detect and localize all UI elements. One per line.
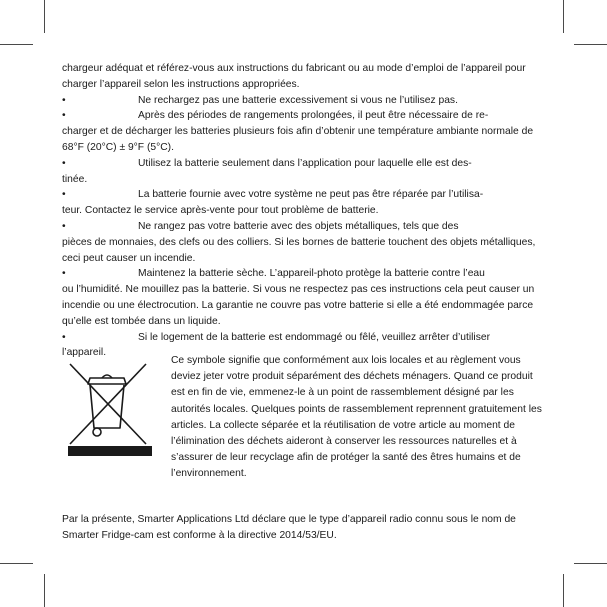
bullet: • (62, 220, 66, 232)
crop-mark-top-right-v (563, 0, 564, 33)
list-item: • Utilisez la batterie seulement dans l’application pour laquelle elle est des- tinée. (62, 157, 472, 185)
list-item: • Si le logement de la batterie est endommagé ou fêlé, veuillez arrêter d’utiliser l’appareil. (62, 331, 490, 359)
crop-mark-bottom-left-v (44, 574, 45, 607)
crop-mark-top-right-h (574, 44, 607, 45)
crop-mark-bottom-right-v (563, 574, 564, 607)
crop-mark-bottom-left-h (0, 563, 33, 564)
bullet: • (62, 157, 66, 169)
list-item: • Ne rechargez pas une batterie excessivement si vous ne l’utilisez pas. (62, 93, 546, 109)
battery-instructions (62, 61, 546, 361)
bullet: • (62, 268, 66, 280)
bullet: • (62, 331, 66, 343)
bullet: • (62, 94, 66, 106)
bullet: • (62, 110, 66, 122)
list-item: • La batterie fournie avec votre système ne peut pas être réparée par l’utilisa- teur. Contactez le service après-vente pour tout problème de batterie. (62, 189, 484, 217)
crop-mark-top-left-v (44, 0, 45, 33)
weee-disposal-text: Ce symbole signifie que conformément aux lois locales et au règlement vous deviez jeter votre produit séparément des déchets ménagers. Quand ce produit est en fin de vie, emmenez-le à un point de rassemblement désigné par les autorités locales. Quelques points de rassemblement reprennent gratuitement les articles. La collecte séparée et la réutilisation de votre article au moment de l’élimination des déchets aideront à conserver les ressources naturelles et à s’assurer de leur recyclage afin de protéger la santé des êtres humains et de l’environnement. (171, 355, 542, 480)
conformity-declaration: Par la présente, Smarter Applications Ltd déclare que le type d’appareil radio connu sous le nom de Smarter Fridge-cam est conforme à la directive 2014/53/EU. (62, 514, 516, 542)
crop-mark-bottom-right-h (574, 563, 607, 564)
list-item: • Ne rangez pas votre batterie avec des objets métalliques, tels que des pièces de monnaies, des clefs ou des colliers. Si les bornes de batterie touchent des objets métalliques, ceci peut causer un incendie. (62, 220, 536, 264)
list-item: • Maintenez la batterie sèche. L’appareil-photo protège la batterie contre l’eau ou l’humidité. Ne mouillez pas la batterie. Si vous ne respectez pas ces instructions cela peut causer un incendie ou une électrocution. La garantie ne couvre pas votre batterie si elle a été endommagée parce qu’elle est tombée dans un liquide. (62, 268, 535, 327)
list-item: • Après des périodes de rangements prolongées, il peut être nécessaire de re- charger et de décharger les batteries plusieurs fois afin d’obtenir une température ambiante normale de 68°F (20°C) ± 9°F (5°C). (62, 110, 534, 153)
crossed-out-wheelie-bin-icon (62, 358, 158, 462)
bullet: • (62, 189, 66, 201)
crop-mark-top-left-h (0, 44, 33, 45)
intro-paragraph: chargeur adéquat et référez-vous aux instructions du fabricant ou au mode d’emploi de l’appareil pour charger l’appareil selon les instructions appropriées. (62, 63, 526, 90)
